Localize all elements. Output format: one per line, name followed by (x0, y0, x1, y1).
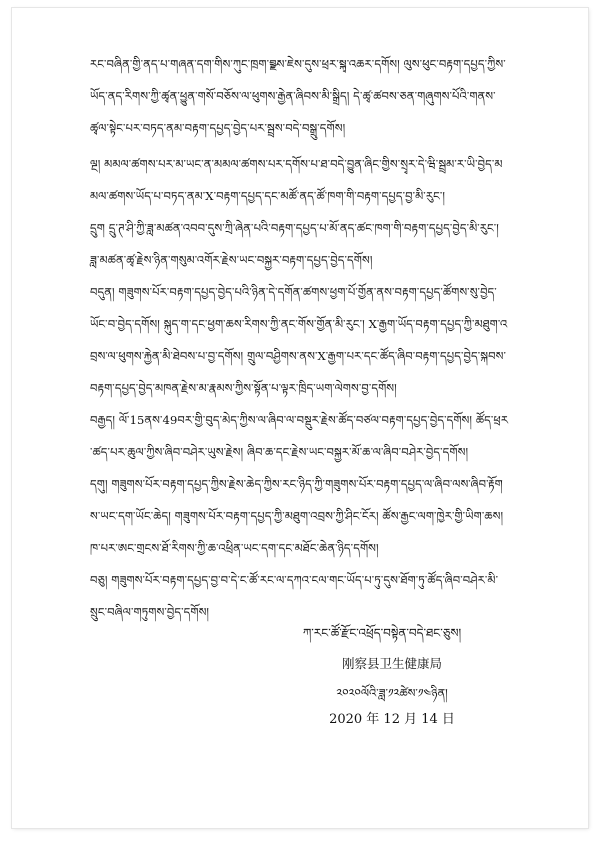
paragraph-item-7: བདུན། གཟུགས་པོར་བརྟག་དཔྱད་བྱེད་པའི་ཉིན་དེ་དགོན་ཚགས་ཕྱག་པོ་གྱོན་ནས་བརྟག་དཔྱད་ཚོགས་སུ་བྱེད་ཡོང་བ་བྱེད་དགོས། སྐུད་ག་དང་ཕྱག་ཆས་རིགས་ཀྱི་ནང་གོས་གྱོན་མི་རུང་། X་རྒྱག་ཡོད་བརྟག་དཔྱད་ཀྱི་མཐུག་འབྲས་ལ་ཕུགས་རྐྱེན་མི་ཐེབས་པ་བྱ་དགོས། གྲུལ་བཤྱིགས་ནས་X་རྒྱག་པར་དང་ཚོད་ཞིབ་བརྟག་དཔྱད་བྱེད་སྐབས་བརྟག་དཔྱད་བྱེད་མཁན་རྗེས་མ་རྣམས་ཀྱིས་སྟོན་པ་ལྟར་ཁྲིད་ཡག་ལེགས་བྱ་དགོས། (90, 285, 508, 395)
date-tibetan: ༢༠༢༠ལོའི་ཟླ་༡༢ཚེས་༡༤ཉིན། (336, 686, 448, 700)
paragraph-continuation: ཪང་བཞིན་གྱི་ནད་པ་གཞན་དག་གིས་ཀུང་ཁྲག་བྲྫས་ཇེས་དུས་ཕྲར་སྲྐྭ་འཆར་དགོས། ལུས་ཕུང་བརྟག་དཔྱད་ཀྱིས་ཡོད་ནད་རིགས་ཀྱི་ཚྭན་ཕྱུན་གསོ་བཅོས་ལ་ཕུགས་རྒྱེན་ཞིབས་མི་སྒྲིད། དེ་ཚྭ་ཚབས་ཅན་གཞུགས་པོའི་གནས་ཚྭལ་སྟེང་པར་བཏད་ནམ་བརྟག་དཔྱད་བྱེད་པར་སྦྲས་བདེ་བསྒྲུ་དགོས། (90, 57, 506, 135)
paragraph-item-9: དགུ། གཟུགས་པོར་བརྟག་དཔྱད་ཀྱིས་རྗེས་ཆེད་ཀྱིས་རང་ཉིད་ཀྱི་གཟུགས་པོར་བརྟག་དཔྱད་ལ་ཞིབ་ལས་ཞིབ་རྟོགས་ཡང་དག་ཡོང་ཆེད། གཟུགས་པོར་བརྟག་དཔྱད་ཀྱི་མཐུག་འབྲས་ཀྱི་ཤིང་ངོར། ཚོས་རྒྱང་ལག་ཁྱེར་གྱི་ཡིག་ཆས། ཁ་པར་ཨང་གྲངས་ཐོ་རིགས་ཀྱི་ཆ་འཕྲིན་ཡང་དག་དང་མཐོང་ཆེན་ཉིད་དགོས། (90, 477, 504, 555)
issuer-tibetan: ཀ་རང་ཚོ་རྫོང་འཕྲོད་བསྟེན་བདེ་ཐང་ཅུས། (302, 626, 462, 640)
paragraph-item-5: ལྔ། མམལ་ཚགས་པར་མ་ཡང་ན་མམལ་ཚགས་པར་དགོས་པ་ཐ་བདེ་བྱུན་ཞིང་གྱིས་སྲྭར་དེ་ཝི་སྦྲམ་ར་ཡི་བྱེད་མམལ་ཚགས་ཡོད་པ་བཏད་ནམ་X་བརྟག་དཔྱད་དང་མཚོ་ནད་ཚོ་ཁག་གི་བརྟག་དཔྱད་བྱ་མི་རུང་། (90, 157, 503, 203)
paragraph-item-8: བརྒྱད། ལོ་15ནས་49བར་གྱི་བུད་མེད་ཀྱིས་ལ་ཞིབ་ལ་བསྡུར་རྗེས་ཚོད་བཙལ་བརྟག་དཔྱད་བྱེད་དགོས། ཚོད་ཕྲར་ཚད་པར་ཆུལ་ཀྱིས་ཞིབ་བཤེར་ཡུས་རྗེས། ཞིབ་ཆ་དང་རྗེས་ཡང་བསྐྱར་མོ་ཆ་ལ་ཞིབ་བཤེར་བྱེད་དགོས། (90, 413, 509, 459)
issuer-chinese: 刚察县卫生健康局 (341, 656, 442, 671)
date-chinese: 2020 年 12 月 14 日 (329, 712, 455, 727)
document-page (12, 8, 588, 828)
paragraph-item-10: བཅུ། གཟུགས་པོར་བརྟག་དཔྱད་བྱ་བ་དེ་ང་ཚོ་རང་ལ་དཀའ་ངལ་གང་ཡོད་པ་ཏུ་དུས་ཐོག་ཏུ་ཚོད་ཞིབ་བཤེར་མི་སྲུང་བཞིལ་གཏུགས་བྱེད་དགོས། (90, 573, 499, 619)
paragraph-item-6: དྲུག དྲུ་ཊ་ཤི་ཀྱི་ཟླ་མཚན་འབབ་དུས་ཀྲི་ཞེན་པའི་བརྟག་དཔྱད་པ་མོ་ནད་ཚང་ཁག་གི་བརྟག་དཔྱད་བྱེད་མི་རུང་། ཟླ་མཚན་ཚྭ་རྗེས་ཉིན་གསུམ་འགོར་རྗེས་ཡང་བསྐྱར་བརྟག་དཔྱད་བྱེད་དགོས། (90, 221, 499, 267)
